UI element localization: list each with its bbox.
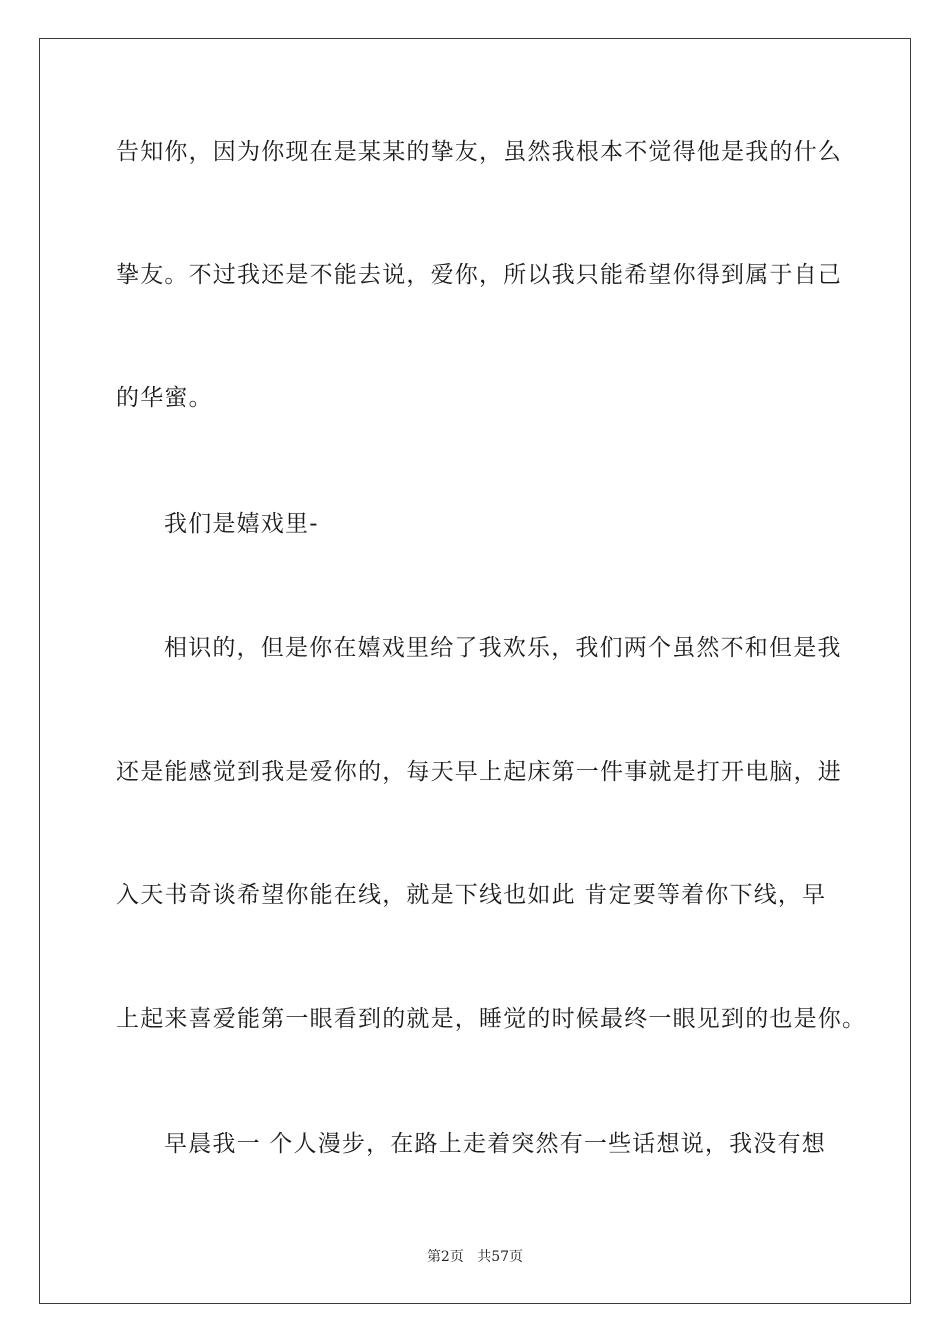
text-line-1: 告知你，因为你现在是某某的挚友，虽然我根本不觉得他是我的什么 — [116, 139, 842, 165]
text-line-8: 上起来喜爱能第一眼看到的就是，睡觉的时候最终一眼见到的也是你。 — [116, 1006, 867, 1032]
text-line-3: 的华蜜。 — [116, 385, 213, 411]
text-line-2: 挚友。不过我还是不能去说，爱你，所以我只能希望你得到属于自己 — [116, 262, 842, 288]
text-line-9: 早晨我一 个人漫步，在路上走着突然有一些话想说，我没有想 — [164, 1131, 826, 1157]
text-line-6: 还是能感觉到我是爱你的，每天早上起床第一件事就是打开电脑，进 — [116, 759, 842, 785]
page-number: 第2页 — [426, 1249, 464, 1265]
text-line-7: 入天书奇谈希望你能在线，就是下线也如此 肯定要等着你下线，早 — [116, 882, 827, 908]
text-line-5: 相识的，但是你在嬉戏里给了我欢乐，我们两个虽然不和但是我 — [164, 635, 842, 661]
page-border — [39, 38, 911, 1304]
page-footer — [0, 1247, 950, 1267]
total-pages: 共57页 — [477, 1249, 524, 1265]
paragraph-heading-line: 我们是嬉戏里- — [164, 511, 319, 537]
